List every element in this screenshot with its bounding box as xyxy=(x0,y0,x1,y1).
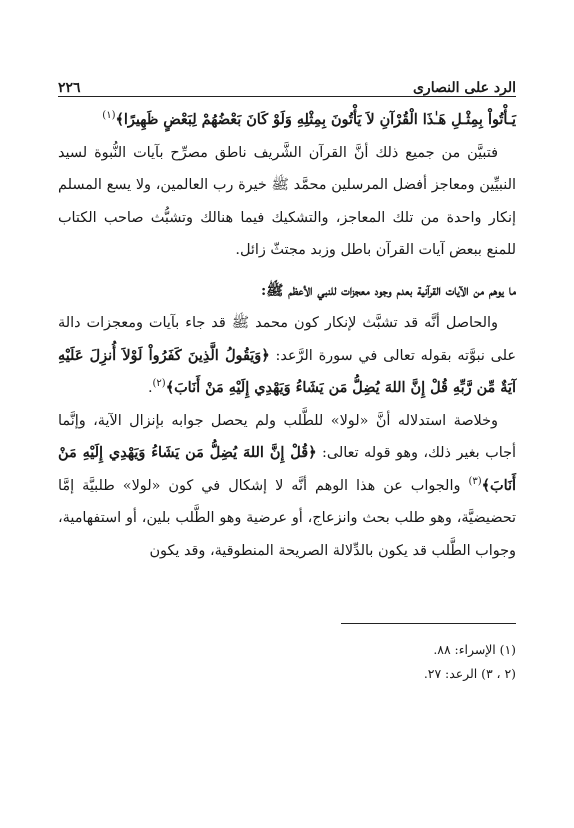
paragraph-text: والجواب عن هذا الوهم أنَّه لا إشكال في كون «لولا» طلبيَّة إمَّا تحضيضيَّة، وهو طلب بحث وانزعاج، أو عرضية وهو الطَّلب بلين، أو استفهامية، وجواب الطَّلب قد يكون بالدِّلالة الصريحة المنطوقية، وقد يكون xyxy=(58,477,516,559)
header-rule xyxy=(58,96,516,97)
footnote-separator xyxy=(341,623,516,624)
quran-verse: ﴿قُلْ إِنَّ اللهَ يُضِلُّ مَن يَشَاءُ وَيَهْدِي إِلَيْهِ مَنْ أَنَابَ﴾ xyxy=(58,444,516,494)
main-text xyxy=(58,104,516,567)
page-header xyxy=(58,74,516,96)
quran-verse: ﴿وَيَقُولُ الَّذِينَ كَفَرُواْ لَوْلاَ أُنزِلَ عَلَيْهِ آيَةٌ مِّن رَّبِّهِ قُلْ إِنَّ اللهَ يُضِلُّ مَن يَشَاءُ وَيَهْدِي إِلَيْهِ مَنْ أَنَابَ﴾ xyxy=(58,346,516,396)
paragraph-text: والحاصل أنَّه قد تشبَّث لإنكار كون محمد ﷺ قد جاء بآيات ومعجزات دالة على نبوَّته بقوله تعالى في سورة الرَّعد: xyxy=(58,315,517,364)
section-heading: ما يوهم من الآيات القرآنية بعدم وجود معجزات للنبي الأعظم ﷺ: xyxy=(260,282,516,299)
footnotes xyxy=(58,638,516,686)
paragraph xyxy=(58,405,516,568)
footnote: (٢ ، ٣) الرعد: ٢٧. xyxy=(423,666,516,681)
quran-verse: يَـأْتُواْ بِمِثْـلِ هَـٰذَا الْقُرْآنِ لاَ يَأْتُونَ بِمِثْلِهِ وَلَوْ كَانَ بَعْضُهُمْ لِبَعْضٍ ظَهِيرًا﴾ xyxy=(115,111,516,128)
paragraph: فتبيَّن من جميع ذلك أنَّ القرآن الشَّريف ناطق مصرِّح بآيات النُّبوة لسيد النبيِّين ومعاجز أفضل المرسلين محمَّد ﷺ خيرة رب العالمين، ولا يسع المسلم إنكار واحدة من تلك المعاجز، والتشكيك فيما هنالك وتشبُّث صاحب الكتاب للمنع ببعض آيات القرآن باطل وزبد مجتثّ زائل. xyxy=(58,144,516,258)
paragraph-text: وخلاصة استدلاله أنَّ «لولا» للطَّلب ولم يحصل جوابه بإنزال الآية، وإنَّما أجاب بغير ذلك، وهو قوله تعالى: xyxy=(58,412,516,461)
paragraph: والحاصل أنَّه قد تشبَّث لإنكار كون محمد ﷺ قد جاء بآيات ومعجزات دالة على نبوَّته بقوله تعالى في سورة الرَّعد: ﴿وَيَقُولُ الَّذِينَ كَفَرُواْ لَوْلاَ أُنزِلَ عَلَيْهِ آيَةٌ مِّن رَّبِّهِ قُلْ إِنَّ اللهَ يُضِلُّ مَن يَشَاءُ وَيَهْدِي إِلَيْهِ مَنْ أَنَابَ﴾$^{(٢)}$. xyxy=(58,315,517,396)
footnote-ref: (٢) xyxy=(152,378,166,390)
verse-continuation xyxy=(58,104,516,137)
page-number: ٢٢٦ xyxy=(58,80,81,96)
footnote: (١) الإسراء: ٨٨. xyxy=(433,642,516,657)
running-title: الرد على النصارى xyxy=(412,80,516,96)
footnote-ref: (٣) xyxy=(468,475,482,487)
footnote-ref: (١) xyxy=(102,110,116,122)
